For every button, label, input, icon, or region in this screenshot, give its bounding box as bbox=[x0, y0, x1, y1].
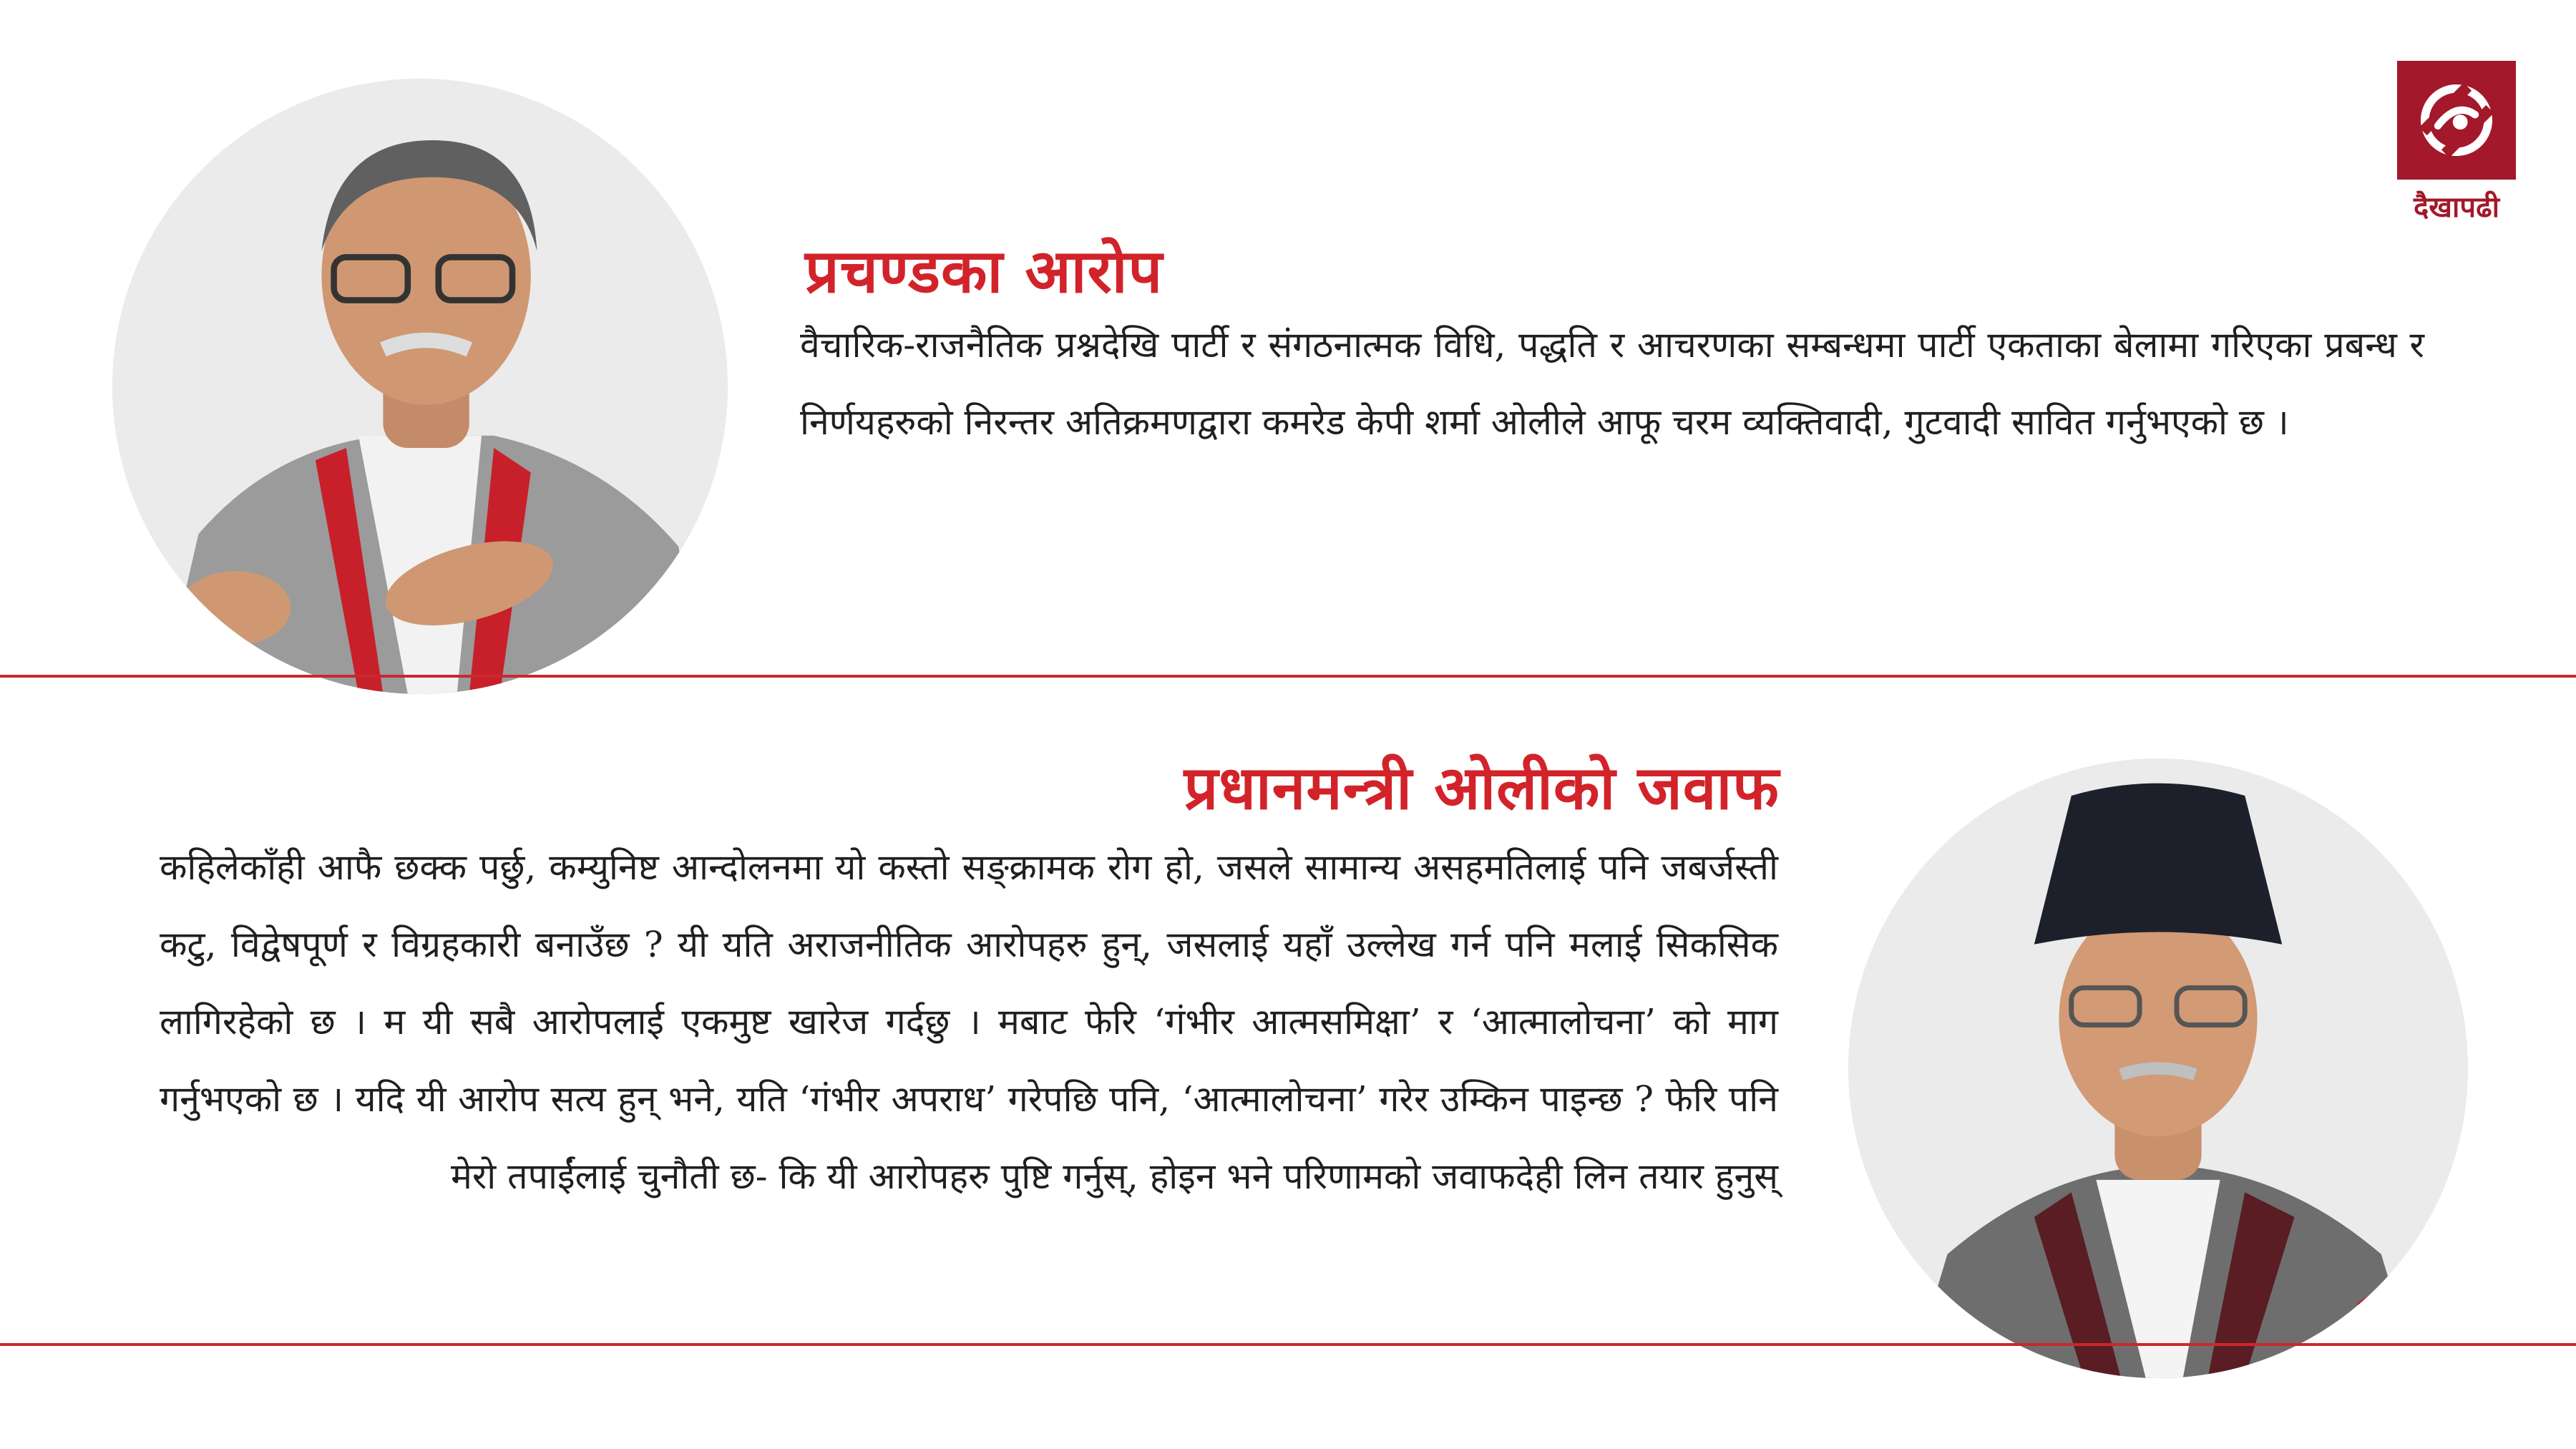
logo-text: दैखापढी bbox=[2397, 180, 2516, 231]
portrait-photo-2 bbox=[1848, 758, 2468, 1378]
brand-logo[interactable] bbox=[2397, 61, 2516, 231]
eye-swirl-logo-icon bbox=[2397, 61, 2516, 180]
portrait-photo-1 bbox=[112, 79, 728, 694]
section-divider-top bbox=[0, 675, 2576, 678]
section2-heading: प्रधानमन्त्री ओलीको जवाफ bbox=[1184, 753, 1780, 823]
section1-heading: प्रचण्डका आरोप bbox=[805, 236, 1163, 306]
section2-paragraph: कहिलेकाँही आफै छक्क पर्छु, कम्युनिष्ट आन्दोलनमा यो कस्तो सङ्क्रामक रोग हो, जसले सामान्य असहमतिलाई पनि जबर्जस्ती कटु, विद्वेषपूर्ण र विग्रहकारी बनाउँछ ? यी यति अराजनीतिक आरोपहरु हुन्, जसलाई यहाँ उल्लेख गर्न पनि मलाई सिकसिक लागिरहेको छ । म यी सबै आरोपलाई एकमुष्ट खारेज गर्दछु । मबाट फेरि ‘गंभीर आत्मसमिक्षा’ र ‘आत्मालोचना’ को माग गर्नुभएको छ । यदि यी आरोप सत्य हुन् भने, यति ‘गंभीर अपराध’ गरेपछि पनि, ‘आत्मालोचना’ गरेर उम्किन पाइन्छ ? फेरि पनि मेरो तपाईंलाई चुनौती छ- कि यी आरोपहरु पुष्टि गर्नुस्, होइन भने परिणामको जवाफदेही लिन तयार हुनुस् bbox=[160, 847, 1778, 1197]
section-divider-bottom bbox=[0, 1343, 2576, 1346]
section1-paragraph: वैचारिक-राजनैतिक प्रश्नदेखि पार्टी र संगठनात्मक विधि, पद्धति र आचरणका सम्बन्धमा पार्टी एकताका बेलामा गरिएका प्रबन्ध र निर्णयहरुको निरन्तर अतिक्रमणद्वारा कमरेड केपी शर्मा ओलीले आफू चरम व्यक्तिवादी, गुटवादी सावित गर्नुभएको छ । bbox=[800, 324, 2424, 443]
